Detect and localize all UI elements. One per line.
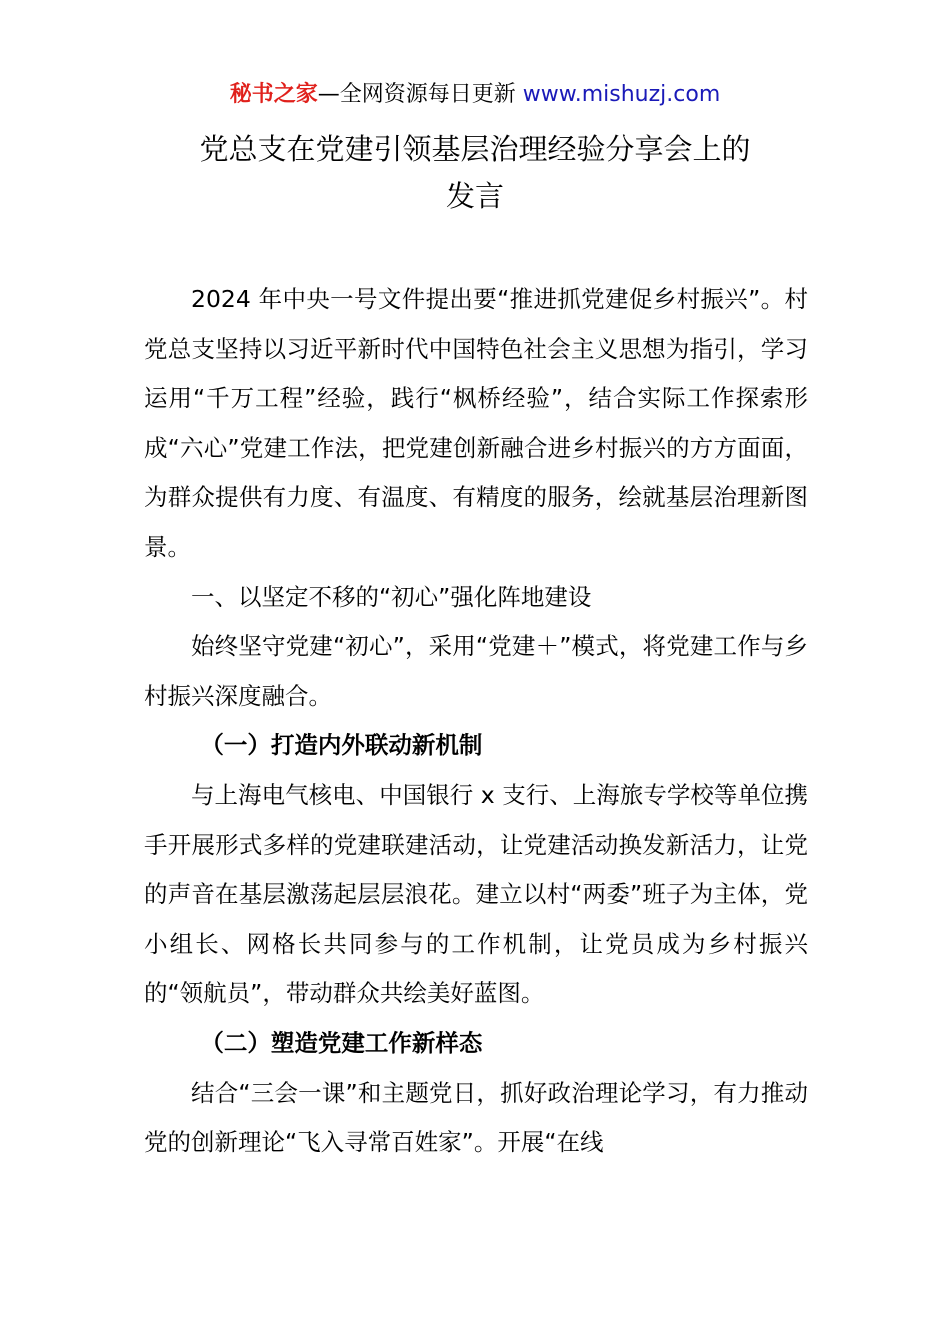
site-header [0,80,950,110]
site-url-link[interactable]: www.mishuzj.com [522,82,721,107]
section-1-paragraph: 始终坚守党建“初心”，采用“党建＋”模式，将党建工作与乡村振兴深度融合。 [144,632,808,710]
site-tagline: —全网资源每日更新 [317,82,523,107]
section-heading-1: 一、以坚定不移的“初心”强化阵地建设 [191,582,592,611]
subsection-2-paragraph: 结合“三会一课”和主题党日，抓好政治理论学习，有力推动党的创新理论“飞入寻常百姓家”。开展“在线 [144,1078,808,1157]
subsection-1-paragraph: 与上海电气核电、中国银行 x 支行、上海旅专学校等单位携手开展形式多样的党建联建活动，让党建活动换发新活力，让党的声音在基层激荡起层层浪花。建立以村“两委”班子为主体，党小组长、网格长共同参与的工作机制，让党员成为乡村振兴的“领航员”，带动群众共绘美好蓝图。 [144,780,808,1008]
title-line-2: 发言 [445,179,504,213]
document-title [120,126,830,220]
document-body [144,275,808,1168]
intro-paragraph: 2024 年中央一号文件提出要“推进抓党建促乡村振兴”。村党总支坚持以习近平新时代中国特色社会主义思想为指引，学习运用“千万工程”经验，践行“枫桥经验”，结合实际工作探索形成“六心”党建工作法，把党建创新融合进乡村振兴的方方面面，为群众提供有力度、有温度、有精度的服务，绘就基层治理新图景。 [144,285,808,561]
title-line-1: 党总支在党建引领基层治理经验分享会上的 [199,132,751,166]
subsection-heading-2: （二）塑造党建工作新样态 [200,1028,483,1057]
subsection-heading-1: （一）打造内外联动新机制 [200,731,483,760]
site-brand: 秘书之家 [229,82,318,107]
